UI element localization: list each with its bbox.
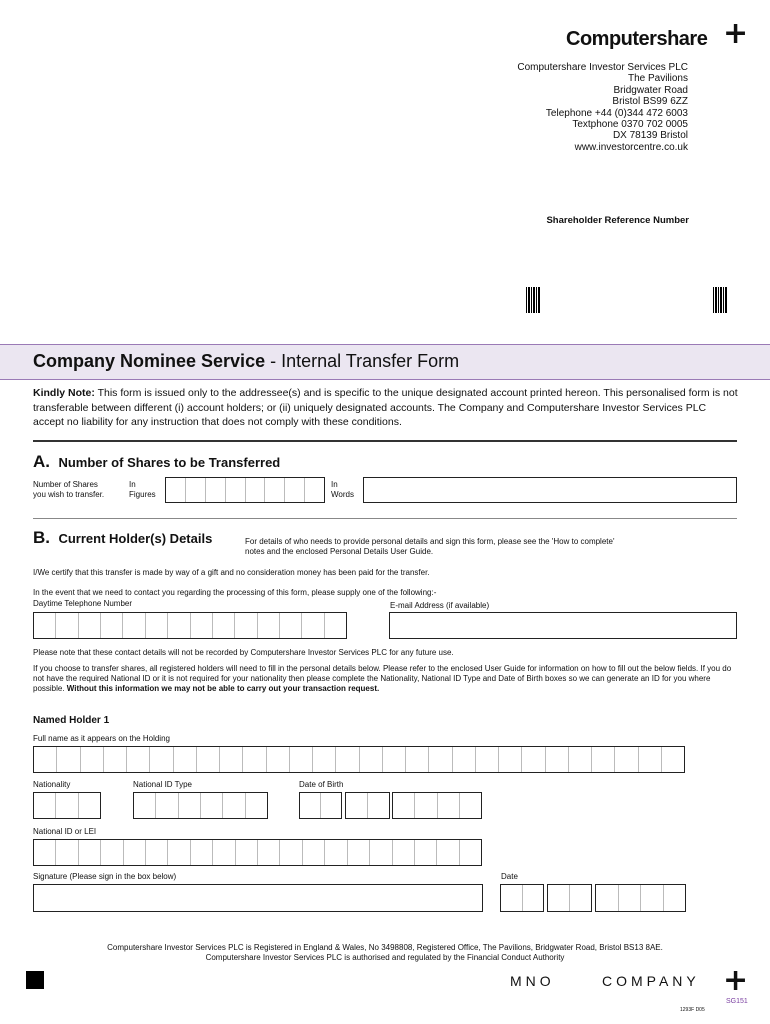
- in-words-label: [331, 480, 354, 500]
- computershare-logo: Computershare: [566, 28, 708, 50]
- registration-mark-icon: +: [723, 16, 749, 51]
- title-rest: - Internal Transfer Form: [265, 351, 460, 371]
- label-line: In: [129, 480, 136, 489]
- dob-label: Date of Birth: [299, 780, 344, 789]
- nationality-label: Nationality: [33, 780, 71, 789]
- named-holder-heading: Named Holder 1: [33, 715, 110, 726]
- daytime-phone-label: Daytime Telephone Number: [33, 599, 133, 608]
- date-year-input[interactable]: [595, 884, 686, 912]
- section-b-heading: [33, 528, 212, 548]
- address-line: Computershare Investor Services PLC: [517, 62, 688, 73]
- label-line: Figures: [129, 490, 156, 499]
- registration-square-icon: [26, 971, 44, 989]
- title-bold: Company Nominee Service: [33, 351, 266, 371]
- email-input[interactable]: [389, 612, 737, 639]
- registration-mark-icon: +: [723, 963, 749, 998]
- section-letter: A.: [33, 452, 50, 471]
- shareholder-reference-label: Shareholder Reference Number: [546, 215, 689, 226]
- fill-in-warning: Without this information we may not be able to carry out your transaction request.: [66, 684, 380, 693]
- barcode-icon: [713, 287, 727, 313]
- barcode-icon: [526, 287, 540, 313]
- holder-details-note: For details of who needs to provide personal details and sign this form, please see the 'How to complete' notes and the enclosed Personal Details User Guide.: [245, 537, 615, 556]
- in-figures-label: [129, 480, 156, 500]
- address-line: Textphone 0370 702 0005: [572, 119, 688, 131]
- address-line: DX 78139 Bristol: [612, 130, 688, 142]
- address-line: Bristol BS99 6ZZ: [612, 96, 688, 108]
- date-day-input[interactable]: [500, 884, 544, 912]
- kindly-note: [33, 386, 739, 430]
- signature-label: Signature (Please sign in the box below): [33, 872, 177, 881]
- address-line: Bridgwater Road: [613, 84, 688, 96]
- national-id-type-input[interactable]: [133, 792, 268, 819]
- label-line: you wish to transfer.: [33, 490, 105, 499]
- contact-intro: In the event that we need to contact you regarding the processing of this form, please supply one of the following:-: [33, 588, 437, 597]
- nationality-input[interactable]: [33, 792, 101, 819]
- shares-label: [33, 480, 104, 500]
- certify-text: I/We certify that this transfer is made by way of a gift and no consideration money has been paid for the transfer.: [33, 568, 430, 577]
- section-title: Number of Shares to be Transferred: [58, 455, 281, 470]
- label-line: In: [331, 480, 338, 489]
- label-line: Number of Shares: [33, 480, 98, 489]
- form-code: SG151: [726, 998, 748, 1005]
- dob-month-input[interactable]: [345, 792, 390, 819]
- divider: [33, 518, 737, 519]
- company-address: [517, 62, 688, 153]
- email-label: E-mail Address (if available): [390, 601, 490, 610]
- dob-year-input[interactable]: [392, 792, 482, 819]
- shares-in-figures-input[interactable]: [165, 477, 325, 503]
- full-name-label: Full name as it appears on the Holding: [33, 734, 170, 743]
- fill-in-text: If you choose to transfer shares, all registered holders will need to fill in the personal details below. Please refer to the enclosed User Guide for information on how to fill out the below fields. If you do not have the required National ID or it is not required for your nationality then please complete the Nationality, National ID Type and Date of Birth boxes so we can generate an ID for you where possible.: [33, 664, 732, 693]
- footer-registration: Computershare Investor Services PLC is Registered in England & Wales, No 3498808, Registered Office, The Pavilions, Bridgwater Road, Bristol BS13 8AE.: [107, 943, 663, 952]
- daytime-phone-input[interactable]: [33, 612, 347, 639]
- contact-note: Please note that these contact details will not be recorded by Computershare Investor Services PLC for any future use.: [33, 648, 454, 657]
- address-line: The Pavilions: [627, 73, 688, 85]
- full-name-input[interactable]: [33, 746, 685, 773]
- address-line: www.investorcentre.co.uk: [574, 141, 688, 153]
- dob-day-input[interactable]: [299, 792, 342, 819]
- label-line: Words: [331, 490, 354, 499]
- section-title: Current Holder(s) Details: [58, 531, 213, 546]
- form-small-code: 1293F D05: [680, 1007, 705, 1013]
- fill-in-instructions: [33, 664, 739, 694]
- divider: [33, 440, 737, 442]
- kindly-note-text: This form is issued only to the addressee(s) and is specific to the unique designated account printed hereon. This personalised form is not transferable between different (i) account holders; or (ii) uniquely designated accounts. The Company and Computershare Investor Services PLC accept no liability for any instruction that does not comply with these conditions.: [33, 387, 738, 428]
- company-name: MNO COMPANY: [510, 973, 700, 989]
- shares-in-words-input[interactable]: [363, 477, 737, 503]
- date-month-input[interactable]: [547, 884, 592, 912]
- national-id-input[interactable]: [33, 839, 482, 866]
- page-title: [33, 350, 459, 372]
- national-id-type-label: National ID Type: [133, 780, 192, 789]
- section-a-heading: [33, 452, 280, 472]
- kindly-note-label: Kindly Note:: [33, 387, 95, 399]
- section-letter: B.: [33, 528, 50, 547]
- address-line: Telephone +44 (0)344 472 6003: [545, 107, 688, 119]
- date-label: Date: [501, 872, 518, 881]
- footer-regulation: Computershare Investor Services PLC is authorised and regulated by the Financial Conduct Authority: [205, 953, 565, 962]
- signature-box[interactable]: [33, 884, 483, 912]
- national-id-label: National ID or LEI: [33, 827, 97, 836]
